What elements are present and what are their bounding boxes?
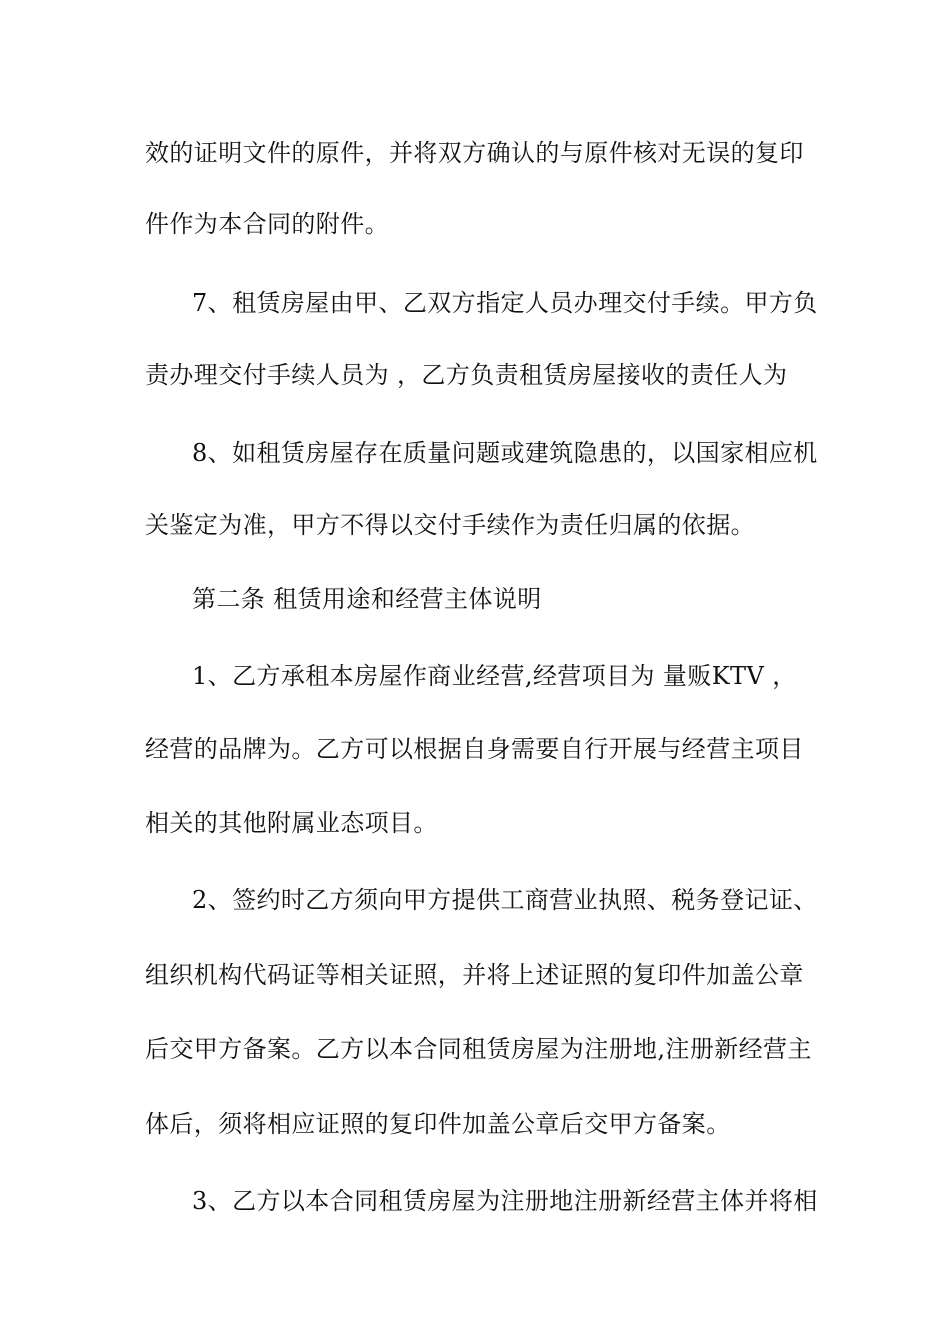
paragraph-line: 后交甲方备案。乙方以本合同租赁房屋为注册地,注册新经营主 <box>145 1035 812 1063</box>
paragraph-line: 效的证明文件的原件，并将双方确认的与原件核对无误的复印 <box>145 139 804 167</box>
paragraph-line: 7、租赁房屋由甲、乙双方指定人员办理交付手续。甲方负 <box>192 289 818 317</box>
paragraph-line: 件作为本合同的附件。 <box>145 210 389 238</box>
paragraph-line: 相关的其他附属业态项目。 <box>145 809 438 837</box>
paragraph-line: 2、签约时乙方须向甲方提供工商营业执照、税务登记证、 <box>192 886 818 914</box>
paragraph-line: 责办理交付手续人员为 ，乙方负责租赁房屋接收的责任人为 <box>145 361 788 389</box>
paragraph-line: 组织机构代码证等相关证照，并将上述证照的复印件加盖公章 <box>145 961 804 989</box>
paragraph-line: 体后，须将相应证照的复印件加盖公章后交甲方备案。 <box>145 1110 731 1138</box>
paragraph-line: 8、如租赁房屋存在质量问题或建筑隐患的，以国家相应机 <box>192 439 818 467</box>
paragraph-line: 1、乙方承租本房屋作商业经营,经营项目为 量贩KTV ， <box>192 662 797 690</box>
paragraph-line: 关鉴定为准，甲方不得以交付手续作为责任归属的依据。 <box>145 511 755 539</box>
section-heading: 第二条 租赁用途和经营主体说明 <box>192 585 542 613</box>
paragraph-line: 经营的品牌为。乙方可以根据自身需要自行开展与经营主项目 <box>145 735 804 763</box>
paragraph-line: 3、乙方以本合同租赁房屋为注册地注册新经营主体并将相 <box>192 1187 818 1215</box>
